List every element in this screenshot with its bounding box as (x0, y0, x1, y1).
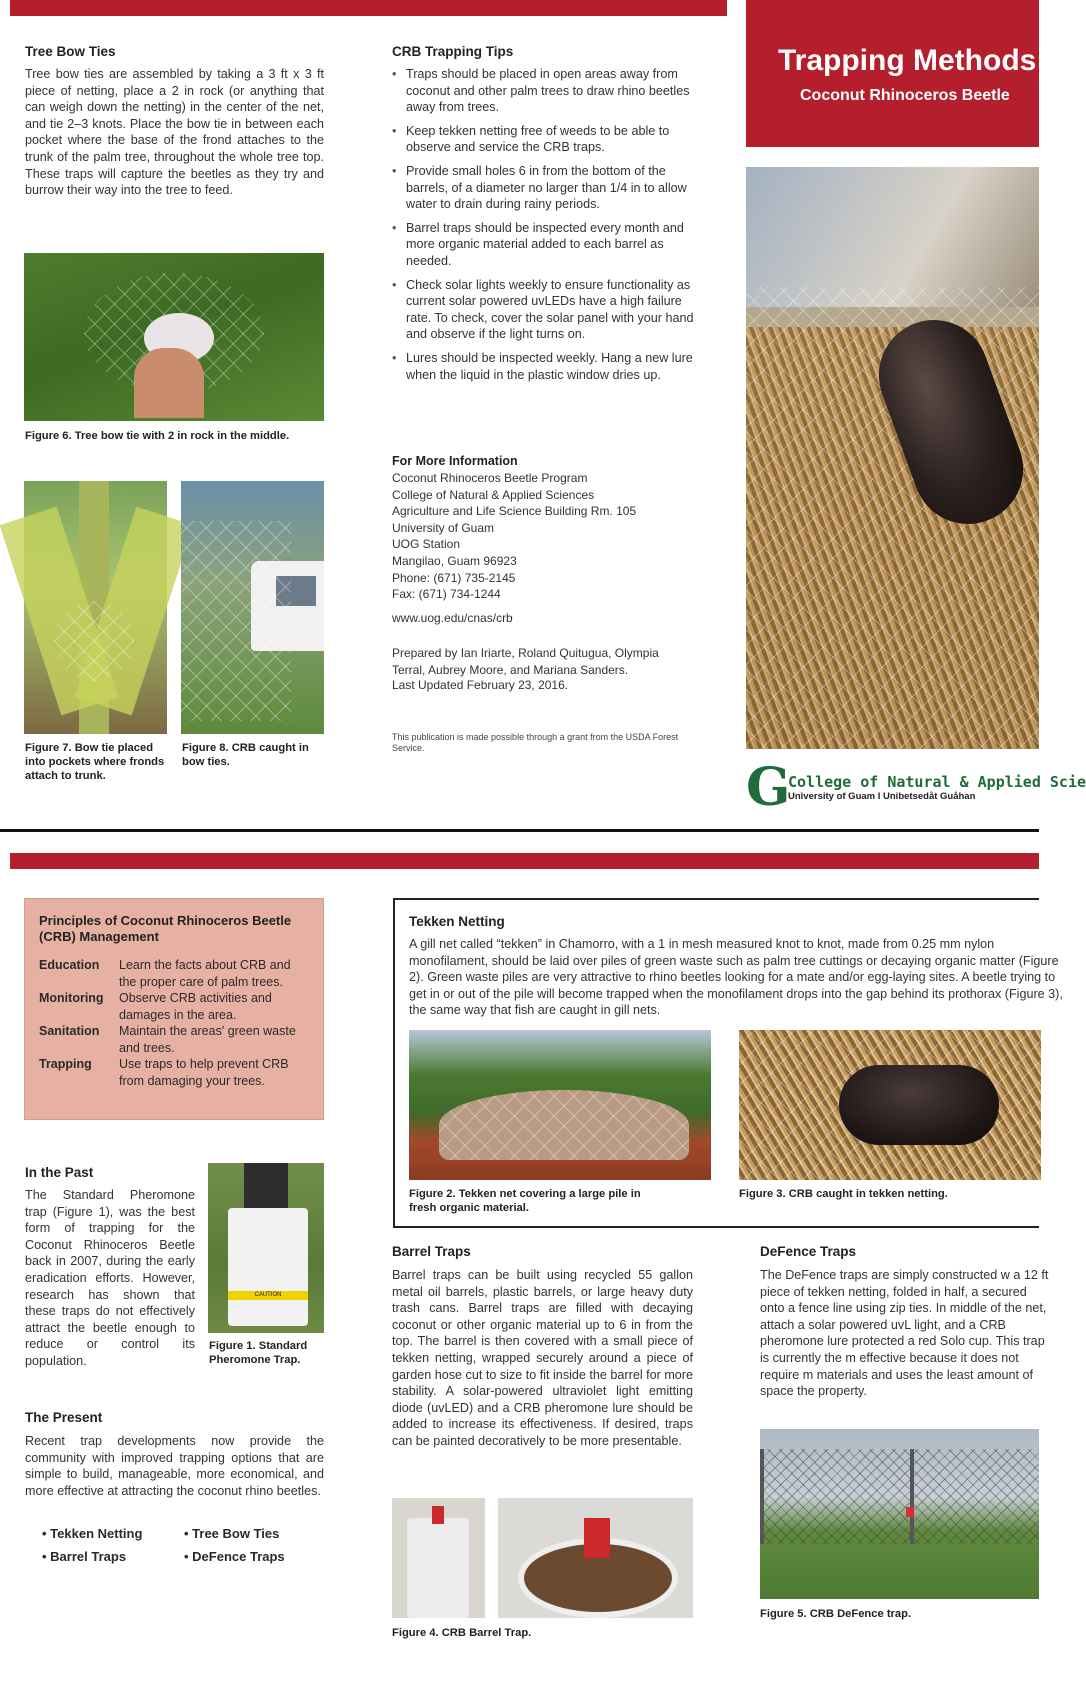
trapping-tips-list (392, 66, 697, 390)
cover-beetle-photo (746, 167, 1039, 749)
figure-4-photo-a (392, 1498, 485, 1618)
university-name: University of Guam I Unibetsedåt Guåhan (788, 791, 976, 802)
beetle-icon (839, 1065, 999, 1145)
college-name: College of Natural & Applied Scie (788, 773, 1086, 791)
principle-row (39, 1023, 309, 1056)
contact-block (392, 470, 712, 603)
tip-item: • Barrel traps should be inspected every month and more organic material added to each barrel as needed. (392, 220, 697, 270)
tree-bow-ties-heading: Tree Bow Ties (25, 44, 116, 59)
contact-line: Mangilao, Guam 96923 (392, 553, 517, 568)
tekken-heading: Tekken Netting (409, 914, 505, 929)
tekken-netting-box (393, 898, 1063, 1228)
website-link[interactable]: www.uog.edu/cnas/crb (392, 611, 513, 625)
cover-title-panel (746, 0, 1039, 147)
method-item: • Tree Bow Ties (184, 1526, 280, 1541)
principle-desc: Observe CRB activities and damages in the area. (119, 991, 272, 1022)
figure-4-caption: Figure 4. CRB Barrel Trap. (392, 1627, 532, 1639)
the-present-heading: The Present (25, 1410, 103, 1425)
method-item: • DeFence Traps (184, 1549, 285, 1564)
last-updated: Last Updated February 23, 2016. (392, 678, 569, 692)
principle-row (39, 990, 309, 1023)
cover-subtitle: Coconut Rhinoceros Beetle (800, 87, 1010, 104)
figure-6-photo (24, 253, 324, 421)
contact-line: UOG Station (392, 537, 461, 552)
figure-5-caption: Figure 5. CRB DeFence trap. (760, 1608, 912, 1620)
figure-1-photo (208, 1163, 324, 1333)
figure-2-photo (409, 1030, 711, 1180)
tip-item: • Traps should be placed in open areas away from coconut and other palm trees to draw rhino beetles away from trees. (392, 66, 697, 116)
page-divider (0, 829, 1039, 832)
principles-title: Principles of Coconut Rhinoceros Beetle (CRB) Management (39, 913, 292, 944)
bottom-red-bar (10, 853, 1039, 869)
principle-desc: Maintain the areas' green waste and trees. (119, 1024, 296, 1055)
figure-3-photo (739, 1030, 1041, 1180)
figure-6-caption: Figure 6. Tree bow tie with 2 in rock in the middle. (25, 430, 290, 442)
principle-term: Trapping (39, 1057, 92, 1071)
principle-term: Monitoring (39, 991, 104, 1005)
principle-row (39, 957, 309, 990)
figure-8-photo (181, 481, 324, 734)
tip-item: • Keep tekken netting free of weeds to be able to observe and service the CRB traps. (392, 123, 697, 156)
figure-4-photo-b (498, 1498, 693, 1618)
principle-term: Sanitation (39, 1024, 100, 1038)
cover-title: Trapping Methods (778, 44, 1037, 77)
tip-item: • Lures should be inspected weekly. Hang a new lure when the liquid in the plastic window dries up. (392, 350, 697, 383)
method-item: • Barrel Traps (42, 1549, 127, 1564)
figure-7-caption: Figure 7. Bow tie placed into pockets where fronds attach to trunk. (25, 742, 165, 782)
defence-traps-heading: DeFence Traps (760, 1244, 857, 1259)
contact-fax: Fax: (671) 734-1244 (392, 587, 501, 602)
the-present-text: Recent trap developments now provide the community with improved trapping options that are simple to build, manageable, more economical, and more effective at attracting the coconut rhino beetles. (25, 1434, 324, 1498)
principle-desc: Learn the facts about CRB and the proper care of palm trees. (119, 958, 291, 989)
top-red-bar-left (10, 0, 727, 16)
method-item: • Tekken Netting (42, 1526, 143, 1541)
barrel-traps-heading: Barrel Traps (392, 1244, 471, 1259)
figure-1-caption: Figure 1. Standard Pheromone Trap. (209, 1340, 308, 1366)
figure-2-caption: Figure 2. Tekken net covering a large pile in fresh organic material. (409, 1188, 641, 1214)
college-logo (746, 757, 1086, 818)
in-the-past-heading: In the Past (25, 1165, 94, 1180)
figure-3-caption: Figure 3. CRB caught in tekken netting. (739, 1188, 948, 1200)
tip-item: • Check solar lights weekly to ensure functionality as current solar powered uvLEDs have a high failure rate. To check, cover the solar panel with your hand and observe if the light turns on. (392, 277, 697, 343)
uog-g-logo-icon: G (746, 757, 791, 818)
barrel-traps-text: Barrel traps can be built using recycled 55 gallon metal oil barrels, plastic barrels, or large heavy duty trash cans. Barrel traps are filled with decaying coconut or other organic material up to 6 in from the top. The barrel is then covered with a small piece of tekken netting, wrapped securely around a piece of garden hose cut to size to fit inside the barrel for more stability. A solar-powered ultraviolet light emitting diode (uvLED) and a CRB pheromone lure should be added to increase its effectiveness. If desired, traps can be painted decoratively to be more presentable. (392, 1268, 694, 1448)
contact-line: University of Guam (392, 520, 495, 535)
figure-8-caption: Figure 8. CRB caught in bow ties. (182, 742, 309, 768)
tip-item: • Provide small holes 6 in from the bottom of the barrels, of a diameter no larger than 1/4 in to allow water to drain during rainy periods. (392, 163, 697, 213)
figure-7-photo (24, 481, 167, 734)
more-info-heading: For More Information (392, 454, 518, 468)
defence-traps-text: The DeFence traps are simply constructed w a 12 ft piece of tekken netting, folded in half, a secured onto a fence line using zip ties. In middle of the net, attach a solar powered uvL light, and a CRB pheromone lure protected a red Solo cup. This trap is currently the m effective because it does not require m materials and uses the least amount of space the property. (760, 1268, 1049, 1399)
contact-line: Coconut Rhinoceros Beetle Program (392, 471, 588, 485)
contact-line: Agriculture and Life Science Building Rm. 105 (392, 504, 637, 519)
grant-note: This publication is made possible through a grant from the USDA Forest Service. (392, 732, 679, 753)
principles-box (24, 898, 324, 1120)
figure-5-photo (760, 1429, 1039, 1599)
contact-phone: Phone: (671) 735-2145 (392, 570, 516, 585)
tree-bow-ties-text: Tree bow ties are assembled by taking a 3 ft x 3 ft piece of netting, place a 2 in rock (or anything that can weigh down the netting) in the center of the net, and tie 2–3 knots. Place the bow tie in between each pocket where the base of the frond attaches to the trunk of the palm tree, throughout the whole tree top. These traps will capture the beetles as they try and burrow their way into the tree to feed. (25, 67, 324, 198)
trapping-tips-heading: CRB Trapping Tips (392, 44, 514, 59)
tekken-text: A gill net called “tekken” in Chamorro, with a 1 in mesh measured knot to knot, made from 0.25 mm nylon monofilament, should be laid over piles of green waste such as palm tree cuttings or decaying organic matter (Figure 2). Green waste piles are very attractive to rhino beetles looking for a mate and/or egg-laying sites. A beetle trying to get in or out of the pile will become trapped when the monofilament drops into the gap behind its prothorax (Figure 3), the same way that fish are caught in gill nets. (409, 937, 1063, 1018)
in-the-past-text: The Standard Pheromone trap (Figure 1), was the best form of trapping for the Coconut Rhinoceros Beetle back in 2007, during the early eradication efforts. However, research has shown that these traps do not effectively attract the beetle enough to reduce or control its population. (25, 1188, 195, 1368)
bucket-caution-label: CAUTION (228, 1291, 308, 1300)
prepared-by: Prepared by Ian Iriarte, Roland Quitugua, Olympia Terral, Aubrey Moore, and Mariana Sanders. (392, 646, 659, 677)
principle-desc: Use traps to help prevent CRB from damaging your trees. (119, 1057, 289, 1088)
contact-line: College of Natural & Applied Sciences (392, 487, 595, 502)
principle-term: Education (39, 958, 100, 972)
principle-row (39, 1056, 309, 1089)
